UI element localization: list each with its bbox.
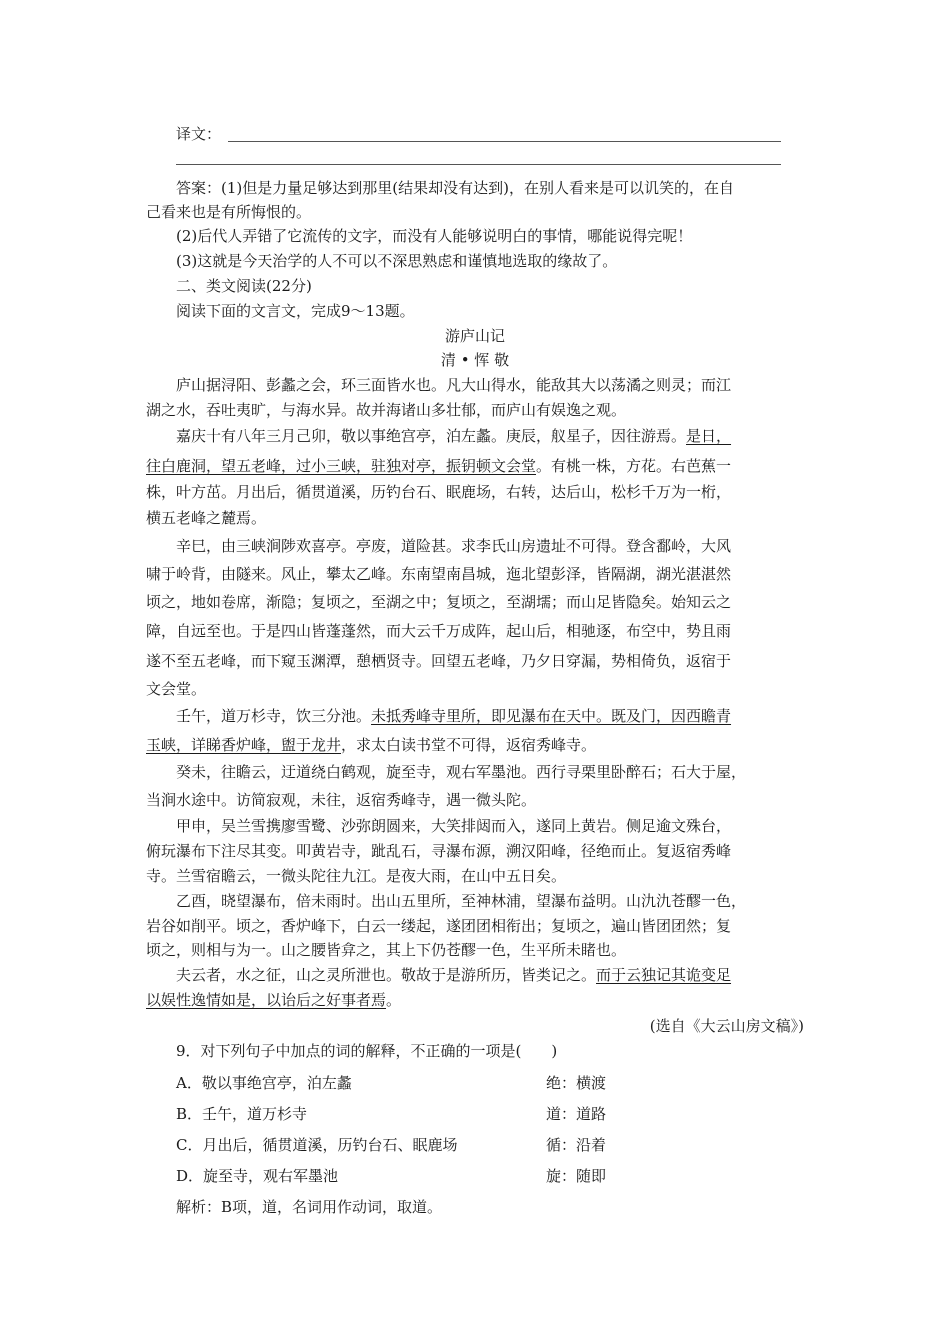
underlined-sentence: 往白鹿洞，望五老峰，过小三峡，驻独对亭，振钥顿文会堂 [146,457,537,475]
underlined-sentence: 未抵秀峰寺里所，即见瀑布在天中。既及门，因西瞻青 [371,707,732,725]
essay-line: 癸未，往瞻云，迂道绕白鹤观，旋至寺，观右军墨池。西行寻栗里卧醉石；石大于屋， [176,763,747,781]
answer-line: (3)这就是今天治学的人不可以不深思熟虑和谨慎地选取的缘故了。 [176,252,618,270]
essay-author: 清 • 恽 敬 [440,351,510,369]
answer-line: 己看来也是有所悔恨的。 [146,203,312,221]
essay-line [176,426,731,446]
option-c-text: C．月出后，循贯道溪，历钓台石、眠鹿场 [176,1136,458,1154]
essay-line: 株，叶方茁。月出后，循贯道溪，历钓台石、眠鹿场，右转，达后山，松杉千万为一桁， [146,483,732,501]
section-heading: 二、类文阅读(22分) [176,277,312,295]
option-d-text: D．旋至寺，观右军墨池 [176,1167,339,1185]
essay-line: 岩谷如削平。顷之，香炉峰下，白云一缕起，遂团团相衔出；复顷之，遍山皆团团然；复 [146,917,732,935]
option-b-text: B．壬午，道万杉寺 [176,1105,308,1123]
essay-line: 寺。兰雪宿瞻云，一微头陀往九江。是夜大雨，在山中五日矣。 [146,867,567,885]
essay-line: 甲申，吴兰雪携廖雪鹭、沙弥朗圆来，大笑排闼而入，遂同上黄岩。侧足逾文殊台， [176,817,732,835]
option-b-meaning: 道：道路 [546,1105,607,1123]
essay-line [146,735,596,755]
essay-line: 辛巳，由三峡涧陟欢喜亭。亭废，道险甚。求李氏山房遗址不可得。登含鄱岭，大风 [176,537,732,555]
essay-text: 。有桃一株，方花。右芭蕉一 [536,457,732,475]
essay-line: 横五老峰之麓焉。 [146,509,267,527]
essay-text: ，求太白读书堂不可得，返宿秀峰寺。 [341,736,597,754]
option-d-meaning: 旋：随即 [546,1167,607,1185]
answer-blank-line [176,164,781,165]
underlined-sentence: 而于云独记其诡变足 [596,966,732,984]
essay-line: 庐山据浔阳、彭蠡之会，环三面皆水也。凡大山得水，能敌其大以荡潏之则灵；而江 [176,376,732,394]
option-a-meaning: 绝：横渡 [546,1074,607,1092]
essay-line: 遂不至五老峰，而下窥玉渊潭，憩栖贤寺。回望五老峰，乃夕日穿漏，势相倚负，返宿于 [146,652,732,670]
answer-line: (2)后代人弄错了它流传的文字，而没有人能够说明白的事情，哪能说得完呢！ [176,227,693,245]
essay-source: (选自《大云山房文稿》) [649,1017,804,1035]
essay-line [146,990,401,1010]
essay-line: 湖之水，吞吐夷旷，与海水异。故并海诸山多壮郁，而庐山有娱逸之观。 [146,401,627,419]
essay-text: 夫云者，水之征，山之灵所泄也。敬故于是游所历，皆类记之。 [176,966,597,984]
underlined-sentence: 以娱性逸情如是，以诒后之好事者焉 [146,991,387,1009]
essay-line: 乙酉，晓望瀑布，倍未雨时。出山五里所，至神林浦，望瀑布益明。山氿氿苍醪一色， [176,892,747,910]
essay-line: 障，自远至也。于是四山皆蓬蓬然，而大云千万成阵，起山后，相驰逐，布空中，势且雨 [146,622,732,640]
essay-line: 当涧水途中。访简寂观，未往，返宿秀峰寺，遇一微头陀。 [146,791,537,809]
answer-line: 答案：(1)但是力量足够达到那里(结果却没有达到)，在别人看来是可以讥笑的，在自 [176,179,734,197]
essay-line [146,456,731,476]
essay-line [176,706,731,726]
underlined-sentence: 是日， [686,427,732,445]
essay-line: 顷之，则相与为一。山之腰皆弇之，其上下仍苍醪一色，生平所未睹也。 [146,941,627,959]
essay-line: 啸于岭背，由隧来。风止，攀太乙峰。东南望南昌城，迤北望彭泽，皆隔湖，湖光湛湛然 [146,565,732,583]
section-instruction: 阅读下面的文言文，完成9～13题。 [176,302,415,320]
option-a-text: A．敬以事绝宫亭，泊左蠡 [176,1074,352,1092]
answer-blank-line [228,141,781,142]
essay-text: 壬午，道万杉寺，饮三分池。 [176,707,372,725]
essay-title: 游庐山记 [444,327,505,345]
essay-line [176,965,731,985]
essay-line: 顷之，地如卷席，渐隐；复顷之，至湖之中；复顷之，至湖壖；而山足皆隐矣。始知云之 [146,593,732,611]
question-stem: 9．对下列句子中加点的词的解释，不正确的一项是( ) [176,1042,558,1060]
option-c-meaning: 循：沿着 [546,1136,607,1154]
translation-prompt: 译文： [176,125,222,143]
essay-text: 嘉庆十有八年三月己卯，敬以事绝宫亭，泊左蠡。庚辰，舣星子，因往游焉。 [176,427,687,445]
essay-line: 文会堂。 [146,680,207,698]
essay-text: 。 [386,991,402,1009]
underlined-sentence: 玉峡，详睇香炉峰，盥于龙井 [146,736,342,754]
question-analysis: 解析：B项，道，名词用作动词，取道。 [176,1198,443,1216]
essay-line: 俯玩瀑布下注尽其变。叩黄岩寺，跐乱石，寻瀑布源，溯汉阳峰，径绝而止。复返宿秀峰 [146,842,732,860]
